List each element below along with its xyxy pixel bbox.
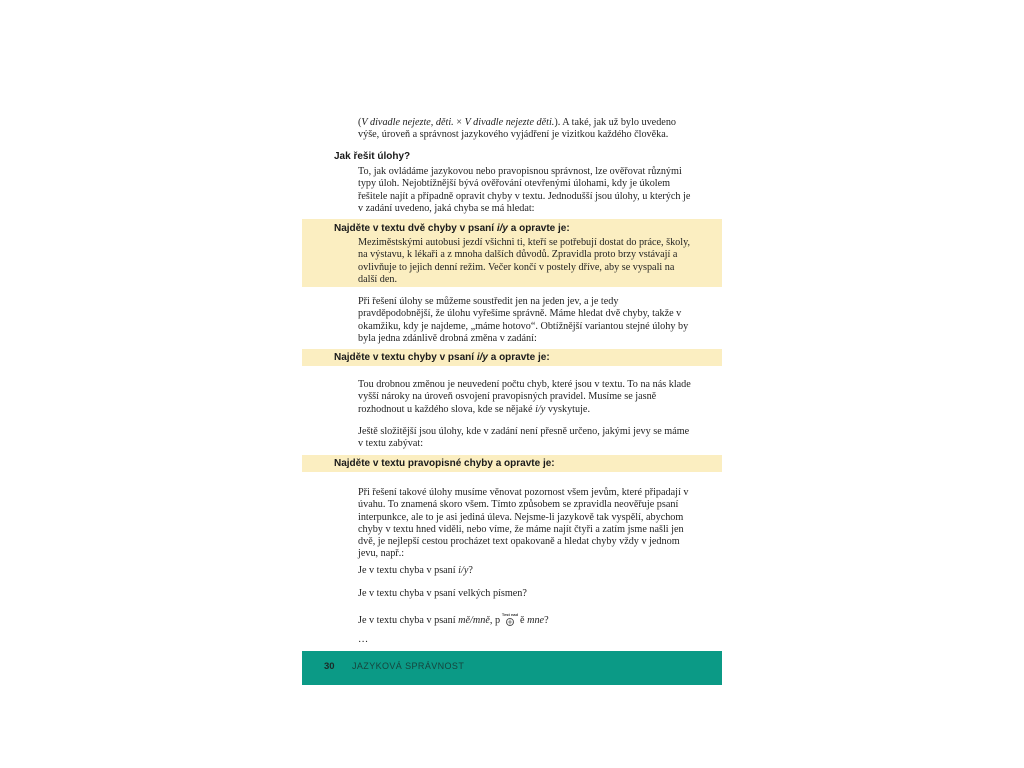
task1-text: Meziměstskými autobusi jezdí všichni ti, kteří se potřebují dostat do práce, školy, na výstavu, k lékaři a z mnoha dalších důvodů. Zpravidla proto brzy vstávají a ovlivňuje to jejich denní režim. Večer končí v postely dříve, aby se vyspali na další den. (358, 237, 691, 285)
paragraph-complex: Ještě složitější jsou úlohy, kde v zadání není přesně určeno, jakými jevy se máme v textu zabývat: (358, 426, 690, 450)
stamp-icon (501, 611, 519, 627)
page-number: 30 (324, 661, 335, 672)
question-capitals: Je v textu chyba v psaní velkých písmen? (358, 588, 527, 599)
page-footer (302, 651, 722, 685)
question-me-mne: Je v textu chyba v psaní mě/mně, p Test nad ě mne? (358, 612, 549, 626)
task1-heading: Najděte v textu dvě chyby v psaní i/y a opravte je: (334, 223, 570, 234)
chapter-title: JAZYKOVÁ SPRÁVNOST (352, 661, 465, 671)
ellipsis: … (358, 634, 369, 645)
question-iy: Je v textu chyba v psaní i/y? (358, 565, 473, 576)
intro-paragraph: (V divadle nejezte, děti. × V divadle nejezte děti.). A také, jak už bylo uvedeno výše, úroveň a správnost jazykového vyjádření je vizitkou každého člověka. (358, 117, 677, 141)
svg-text:Test nad: Test nad (501, 612, 519, 617)
paragraph-change: Tou drobnou změnou je neuvedení počtu chyb, které jsou v textu. To na nás klade vyšší nároky na úroveň osvojení pravopisných pravidel. Musíme se jasně rozhodnout u každého slova, kde se nějaké i/y vyskytuje. (358, 379, 691, 415)
task2-heading: Najděte v textu chyby v psaní i/y a opravte je: (334, 352, 550, 363)
paragraph-how: To, jak ovládáme jazykovou nebo pravopisnou správnost, lze ověřovat různými typy úloh. Nejobtížnější bývá ověřování otevřenými úlohami, kdy je úkolem řešitele najít a případně opravit chyby v textu. Jednodušší jsou úlohy, u kterých je v zadání uvedeno, jaká chyba se má hledat: (358, 166, 691, 214)
heading-how-to-solve: Jak řešit úlohy? (334, 151, 411, 162)
paragraph-attention: Při řešení takové úlohy musíme věnovat pozornost všem jevům, které připadají v úvahu. To znamená skoro všem. Tímto způsobem se zpravidla neověřuje psaní interpunkce, ale to je asi jediná úleva. Nejsme-li jazykově tak vyspělí, abychom chyby v textu hned viděli, nebo víme, že máme najít čtyři a zatím jsme našli jen dvě, je nejlepší cestou procházet text opakovaně a hledat chyby vždy v jednom jevu, např.: (358, 487, 689, 560)
task3-heading: Najděte v textu pravopisné chyby a opravte je: (334, 458, 555, 469)
paragraph-focus: Při řešení úlohy se můžeme soustředit jen na jeden jev, a je tedy pravděpodobnější, že úlohu vyřešíme správně. Máme hledat dvě chyby, takže v okamžiku, kdy je najdeme, „máme hotovo“. Obtížnější variantou stejné úlohy by byla jedna zdánlivě drobná změna v zadání: (358, 296, 689, 344)
book-page (302, 108, 722, 686)
